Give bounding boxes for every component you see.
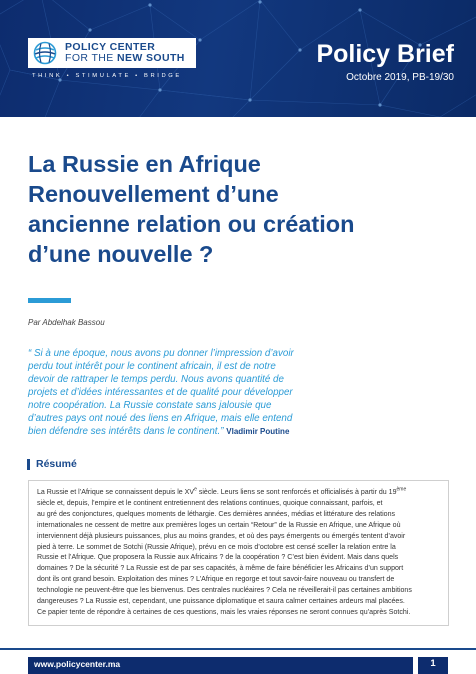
title-line: d’une nouvelle ? — [28, 241, 214, 267]
logo-globe-icon — [33, 41, 59, 65]
quote-attribution: Vladimir Poutine — [226, 427, 290, 436]
superscript: ème — [396, 486, 407, 493]
author-byline: Par Abdelhak Bassou — [28, 318, 105, 327]
summary-line: internationales ne cessent de mettre aux premières loges un certain “Retour” de la Russie en Afrique, une Afrique où — [37, 521, 401, 529]
logo-name-line2 — [65, 53, 185, 64]
quote-line: d’autres pays ont noué des liens en Afrique, mais elle entend — [28, 413, 293, 424]
quote-line: bien défendre ses intérêts dans le continent.” — [28, 426, 224, 437]
title-line: ancienne relation ou création — [28, 211, 355, 237]
footer-rule — [0, 648, 476, 650]
summary-line: Russie et l’Afrique. Que proposera la Russie aux Africains ? de la coopération ? C’est bien évident. Mais dans quels — [37, 554, 399, 562]
quote-line-last — [28, 425, 453, 438]
superscript: e — [194, 486, 197, 493]
logo — [28, 38, 196, 68]
logo-name-prefix: FOR THE — [65, 52, 118, 64]
section-marker — [27, 459, 30, 470]
summary-line: pied à terre. Le sommet de Sotchi (Russie Afrique), prévu en ce mois d’octobre est censé sceller la relation entre la — [37, 543, 396, 551]
summary-line: technologie ne peuvent-être que les bienvenus. Des centrales nucléaires ? Cela ne réveillerait-il pas certaines ambitions — [37, 587, 412, 595]
summary-line: siècle et, depuis, l’empire et le continent entretiennent des relations continues, quoique connaissant, parfois, et — [37, 499, 383, 507]
title-line: La Russie en Afrique — [28, 151, 261, 177]
title-accent-rule — [28, 298, 71, 303]
summary-box — [28, 480, 449, 626]
summary-heading: Résumé — [36, 458, 77, 470]
title-line: Renouvellement d’une — [28, 181, 279, 207]
header-banner — [0, 0, 476, 117]
summary-text: La Russie et l’Afrique se connaissent depuis le XV — [37, 489, 195, 496]
quote-line: perdu tout intérêt pour le continent africain, il est de notre — [28, 361, 276, 372]
quote-line: notre coopération. La Russie constate sans jalousie que — [28, 400, 272, 411]
summary-line: domaines ? De la sécurité ? La Russie est de par ses capacités, à même de faire bénéficier les Africains d’un support — [37, 565, 404, 573]
publication-date: Octobre 2019, PB-19/30 — [346, 72, 454, 83]
logo-tagline: THINK • STIMULATE • BRIDGE — [32, 73, 182, 79]
summary-line: interviennent déjà plusieurs puissances, plus au moins grandes, et où des pays émergents ou émergés tentent d’avoir — [37, 532, 406, 540]
logo-name-bold: NEW SOUTH — [117, 52, 185, 64]
summary-line — [37, 488, 444, 499]
logo-name-line1: POLICY CENTER — [65, 40, 156, 53]
summary-line: dont ils ont grand besoin. Exploitation des mines ? L’Afrique en regorge et tout savoir-faire nouveau ou transfert de — [37, 576, 395, 584]
quote-line: “ Si à une époque, nous avons pu donner l’impression d’avoir — [28, 348, 294, 359]
summary-text: siècle. Leurs liens se sont renforcés et officialisés à partir du 19 — [196, 489, 397, 496]
quote-line: projets et d’idées intéressantes et de qualité pour développer — [28, 387, 293, 398]
quote-line: devoir de rattraper le temps perdu. Nous avons quantité de — [28, 374, 284, 385]
document-type: Policy Brief — [316, 40, 454, 68]
summary-line: au gré des conjonctures, quelques moments de léthargie. Ces dernières années, médias et littérature des relations — [37, 510, 396, 518]
summary-line: dangereuses ? La Russie est, cependant, une puissance diplomatique et saura calmer certaines ardeurs mal placées. — [37, 598, 405, 606]
website-link[interactable]: www.policycenter.ma — [34, 659, 121, 669]
summary-line: Ce papier tente de répondre à certaines de ces questions, mais les vraies réponses ne seront connues qu’après Sotchi. — [37, 608, 411, 616]
page-title — [28, 149, 458, 269]
page-number: 1 — [430, 658, 436, 669]
epigraph-quote — [28, 347, 453, 438]
